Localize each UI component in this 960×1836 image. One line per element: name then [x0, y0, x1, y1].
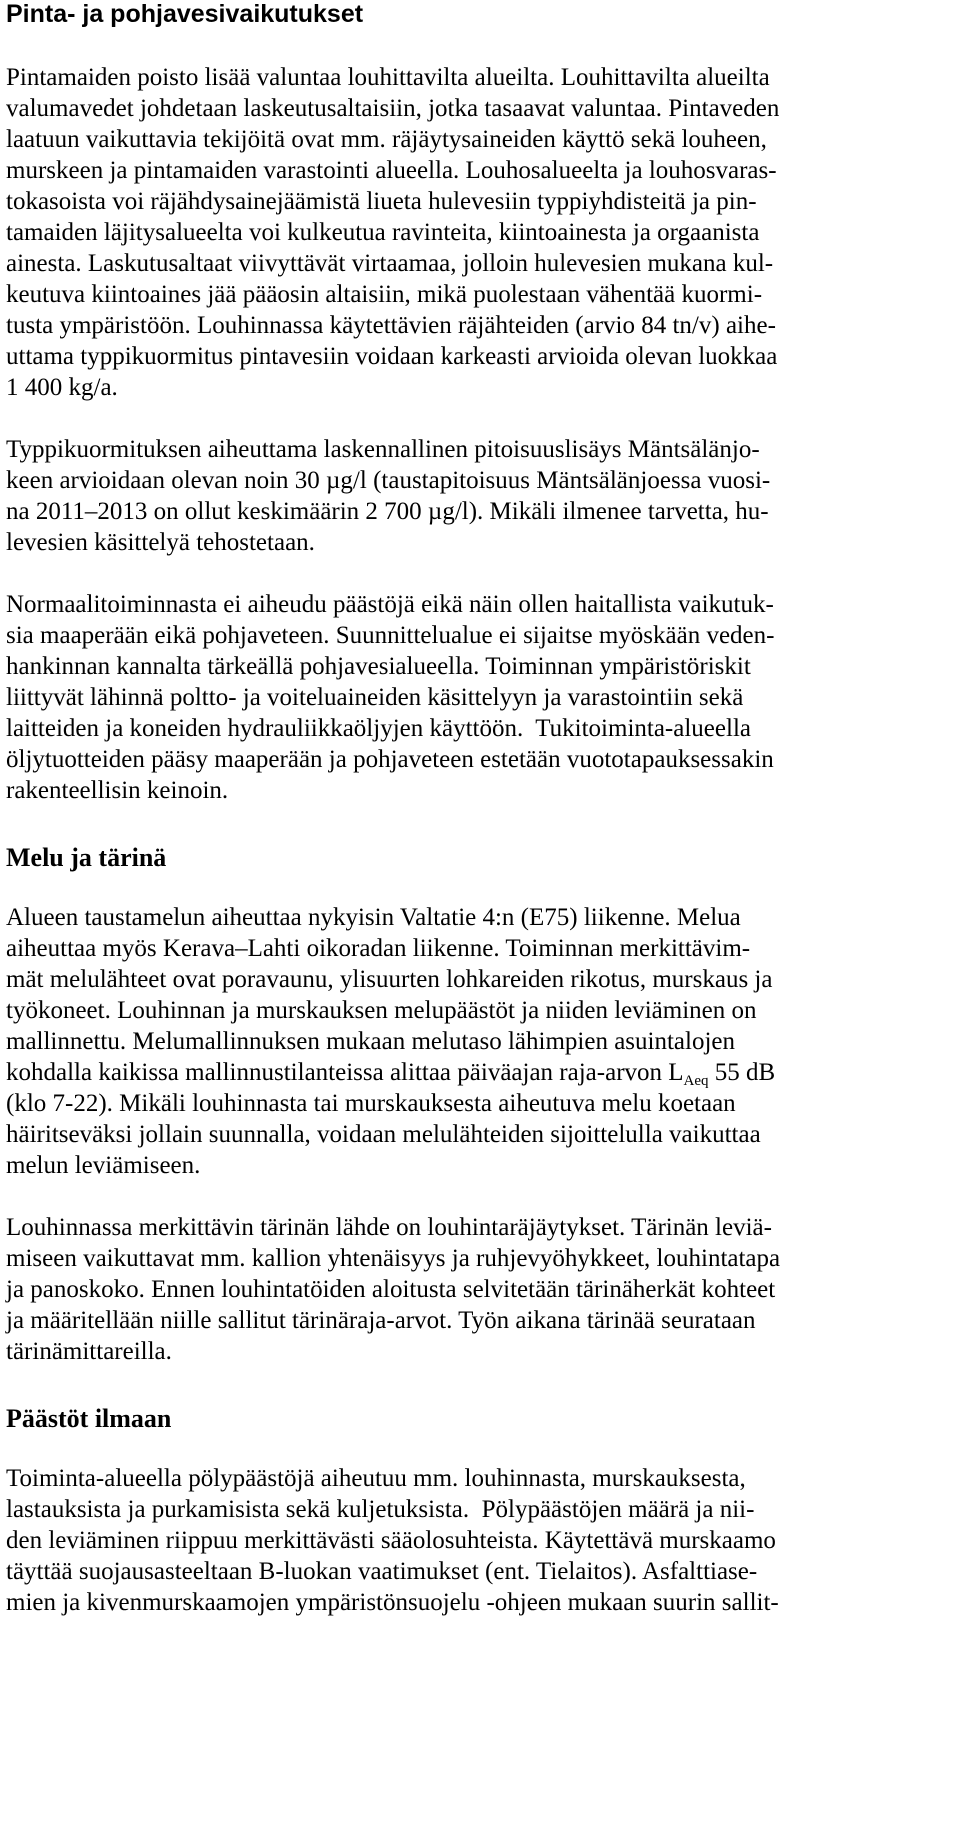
text-line: öljytuotteiden pääsy maaperään ja pohjaveteen estetään vuototapauksessakin — [6, 746, 774, 773]
text-line: tärinämittareilla. — [6, 1338, 172, 1365]
text-line: ja panoskoko. Ennen louhintatöiden aloitusta selvitetään tärinäherkät kohteet — [6, 1276, 776, 1303]
section-heading: Pinta- ja pohjavesivaikutukset — [6, 0, 364, 28]
text-line: sia maaperään eikä pohjaveteen. Suunnittelualue ei sijaitse myöskään veden- — [6, 622, 775, 649]
text-line: laitteiden ja koneiden hydrauliikkaöljyjen käyttöön. Tukitoiminta-alueella — [6, 715, 751, 742]
text-line: rakenteellisin keinoin. — [6, 777, 229, 804]
text-line: melun leviämiseen. — [6, 1152, 201, 1179]
text-line: tusta ympäristöön. Louhinnassa käytettävien räjähteiden (arvio 84 tn/v) aihe- — [6, 312, 776, 339]
text-line: Louhinnassa merkittävin tärinän lähde on louhintaräjäytykset. Tärinän leviä- — [6, 1214, 772, 1241]
text-line: den leviäminen riippuu merkittävästi sääolosuhteista. Käytettävä murskaamo — [6, 1527, 776, 1554]
text-line: ja määritellään niille sallitut tärinäraja-arvot. Työn aikana tärinää seurataan — [6, 1307, 756, 1334]
text-span: kohdalla kaikissa mallinnustilanteissa alittaa päiväajan raja-arvon L — [6, 1059, 684, 1086]
text-line: levesien käsittelyä tehostetaan. — [6, 529, 315, 556]
text-line: Alueen taustamelun aiheuttaa nykyisin Valtatie 4:n (E75) liikenne. Melua — [6, 904, 741, 931]
text-line: aiheuttaa myös Kerava–Lahti oikoradan liikenne. Toiminnan merkittävim- — [6, 935, 751, 962]
subscript: Aeq — [683, 1073, 709, 1089]
text-line: tokasoista voi räjähdysainejäämistä liueta hulevesiin typpiyhdisteitä ja pin- — [6, 188, 757, 215]
text-line: lastauksista ja purkamisista sekä kuljetuksista. Pölypäästöjen määrä ja nii- — [6, 1496, 755, 1523]
text-line: Toiminta-alueella pölypäästöjä aiheutuu mm. louhinnasta, murskauksesta, — [6, 1465, 746, 1492]
text-line: Typpikuormituksen aiheuttama laskennallinen pitoisuuslisäys Mäntsälänjo- — [6, 436, 760, 463]
text-line: keutuva kiintoaines jää pääosin altaisiin, mikä puolestaan vähentää kuormi- — [6, 281, 763, 308]
text-line: mät melulähteet ovat poravaunu, ylisuurten lohkareiden rikotus, murskaus ja — [6, 966, 773, 993]
text-line: uttama typpikuormitus pintavesiin voidaan karkeasti arvioida olevan luokkaa — [6, 343, 778, 370]
text-line: Normaalitoiminnasta ei aiheudu päästöjä eikä näin ollen haitallista vaikutuk- — [6, 591, 774, 618]
section-heading: Melu ja tärinä — [6, 843, 167, 872]
text-span: 55 dB — [708, 1059, 776, 1086]
text-line: häiritseväksi jollain suunnalla, voidaan melulähteiden sijoittelulla vaikuttaa — [6, 1121, 761, 1148]
text-line: valumavedet johdetaan laskeutusaltaisiin, jotka tasaavat valuntaa. Pintaveden — [6, 95, 780, 122]
text-line: mien ja kivenmurskaamojen ympäristönsuojelu -ohjeen mukaan suurin sallit- — [6, 1589, 779, 1616]
text-line: mallinnettu. Melumallinnuksen mukaan melutaso lähimpien asuintalojen — [6, 1028, 736, 1055]
text-line: laatuun vaikuttavia tekijöitä ovat mm. räjäytysaineiden käyttö sekä louheen, — [6, 126, 767, 153]
text-line: keen arvioidaan olevan noin 30 µg/l (taustapitoisuus Mäntsälänjoessa vuosi- — [6, 467, 771, 494]
text-line: työkoneet. Louhinnan ja murskauksen melupäästöt ja niiden leviäminen on — [6, 997, 757, 1024]
section-heading: Päästöt ilmaan — [6, 1404, 172, 1433]
text-line: liittyvät lähinnä poltto- ja voiteluaineiden käsittelyyn ja varastointiin sekä — [6, 684, 744, 711]
text-line — [6, 1059, 776, 1089]
text-line: 1 400 kg/a. — [6, 374, 118, 401]
text-line: na 2011–2013 on ollut keskimäärin 2 700 µg/l). Mikäli ilmenee tarvetta, hu- — [6, 498, 769, 525]
text-line: ainesta. Laskutusaltaat viivyttävät virtaamaa, jolloin hulevesien mukana kul- — [6, 250, 774, 277]
text-line: täyttää suojausasteeltaan B-luokan vaatimukset (ent. Tielaitos). Asfalttiase- — [6, 1558, 758, 1585]
text-line: hankinnan kannalta tärkeällä pohjavesialueella. Toiminnan ympäristöriskit — [6, 653, 751, 680]
text-line: Pintamaiden poisto lisää valuntaa louhittavilta alueilta. Louhittavilta alueilta — [6, 64, 770, 91]
text-line: (klo 7-22). Mikäli louhinnasta tai murskauksesta aiheutuva melu koetaan — [6, 1090, 736, 1117]
text-line: miseen vaikuttavat mm. kallion yhtenäisyys ja ruhjevyöhykkeet, louhintatapa — [6, 1245, 781, 1272]
text-line: murskeen ja pintamaiden varastointi alueella. Louhosalueelta ja louhosvaras- — [6, 157, 777, 184]
text-line: tamaiden läjitysalueelta voi kulkeutua ravinteita, kiintoainesta ja orgaanista — [6, 219, 760, 246]
